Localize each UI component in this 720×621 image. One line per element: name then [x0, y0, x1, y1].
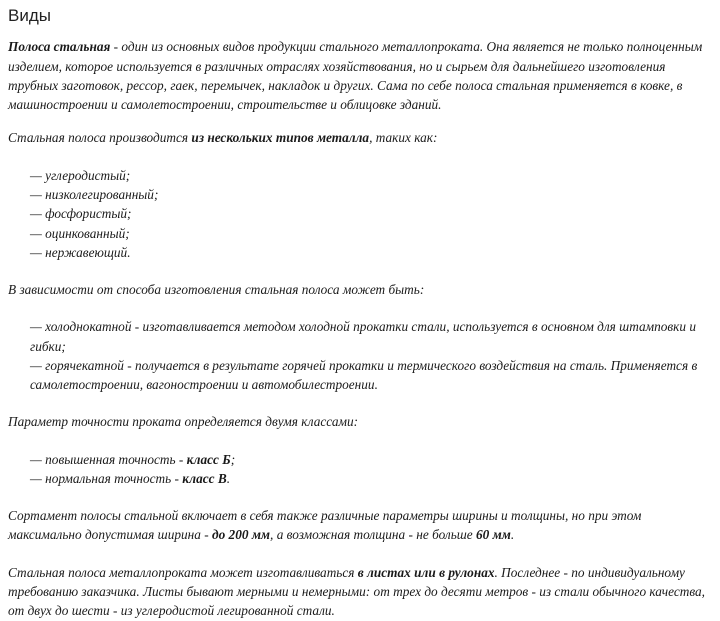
manufacture-types-list [8, 317, 712, 394]
paragraph-metal-types-intro [8, 128, 712, 147]
list-item: — низколегированный; [30, 186, 159, 202]
list-item: — нержавеющий. [30, 244, 131, 260]
paragraph-intro [8, 37, 712, 114]
accuracy-class-name: класс Б [186, 451, 231, 467]
lead-term: Полоса стальная [8, 39, 111, 55]
list-item [8, 469, 712, 488]
assortment-text-before: Сортамент полосы стальной включает в себя также различные параметры ширины и толщины, но при этом максимально допустимая ширина - [8, 508, 642, 543]
list-item: — фосфористый; [30, 206, 132, 222]
accuracy-class-suffix: ; [230, 451, 236, 467]
paragraph-assortment [8, 506, 712, 545]
accuracy-class-prefix: — повышенная точность - [30, 451, 187, 467]
paragraph-supply [8, 563, 712, 621]
list-item: — горячекатной - получается в результате горячей прокатки и термического воздействия на сталь. Применяется в самолетостроении, вагоностроении и автомобилестроении. [30, 357, 698, 393]
accuracy-classes-list [8, 450, 712, 489]
assortment-text-after: . [510, 527, 515, 543]
metal-types-emphasis: из нескольких типов металла [191, 130, 370, 146]
list-item [8, 450, 712, 469]
assortment-text-middle: , а возможная толщина - не больше [270, 527, 477, 543]
assortment-max-thickness: 60 мм [476, 527, 511, 543]
list-item: — оцинкованный; [30, 225, 130, 241]
supply-text-before: Стальная полоса металлопроката может изготавливаться [8, 564, 358, 580]
supply-text-after: . Последнее - по индивидуальному требованию заказчика. Листы бывают мерными и немерными: от трех до десяти метров - из стали обычного качества, от двух до шести - из углеродистой легированной стали. [8, 564, 706, 619]
accuracy-class-prefix: — нормальная точность - [30, 470, 183, 486]
page-title: Виды [8, 6, 51, 25]
list-item: — углеродистый; [30, 167, 131, 183]
supply-form-emphasis: в листах или в рулонах [357, 564, 495, 580]
accuracy-class-name: класс В [182, 470, 227, 486]
paragraph-manufacture-intro: В зависимости от способа изготовления стальная полоса может быть: [8, 282, 425, 298]
metal-types-intro-text-after: , таких как: [369, 130, 438, 146]
assortment-max-width: до 200 мм [211, 527, 271, 543]
list-item: — холоднокатной - изготавливается методом холодной прокатки стали, используется в основном для штамповки и гибки; [30, 319, 697, 354]
metal-types-list [8, 166, 712, 262]
intro-text: - один из основных видов продукции стального металлопроката. Она является не только полноценным изделием, которое используется в различных отраслях хозяйствования, но и сырьем для дальнейшего изготовления трубных заготовок, рессор, гаек, перемычек, накладок и других. Сама по себе полоса стальная применяется в ковке, в машиностроении и самолетостроении, строительстве и облицовке зданий. [8, 39, 703, 113]
paragraph-accuracy-intro: Параметр точности проката определяется двумя классами: [8, 414, 359, 430]
metal-types-intro-text: Стальная полоса производится [8, 130, 192, 146]
accuracy-class-suffix: . [226, 470, 231, 486]
